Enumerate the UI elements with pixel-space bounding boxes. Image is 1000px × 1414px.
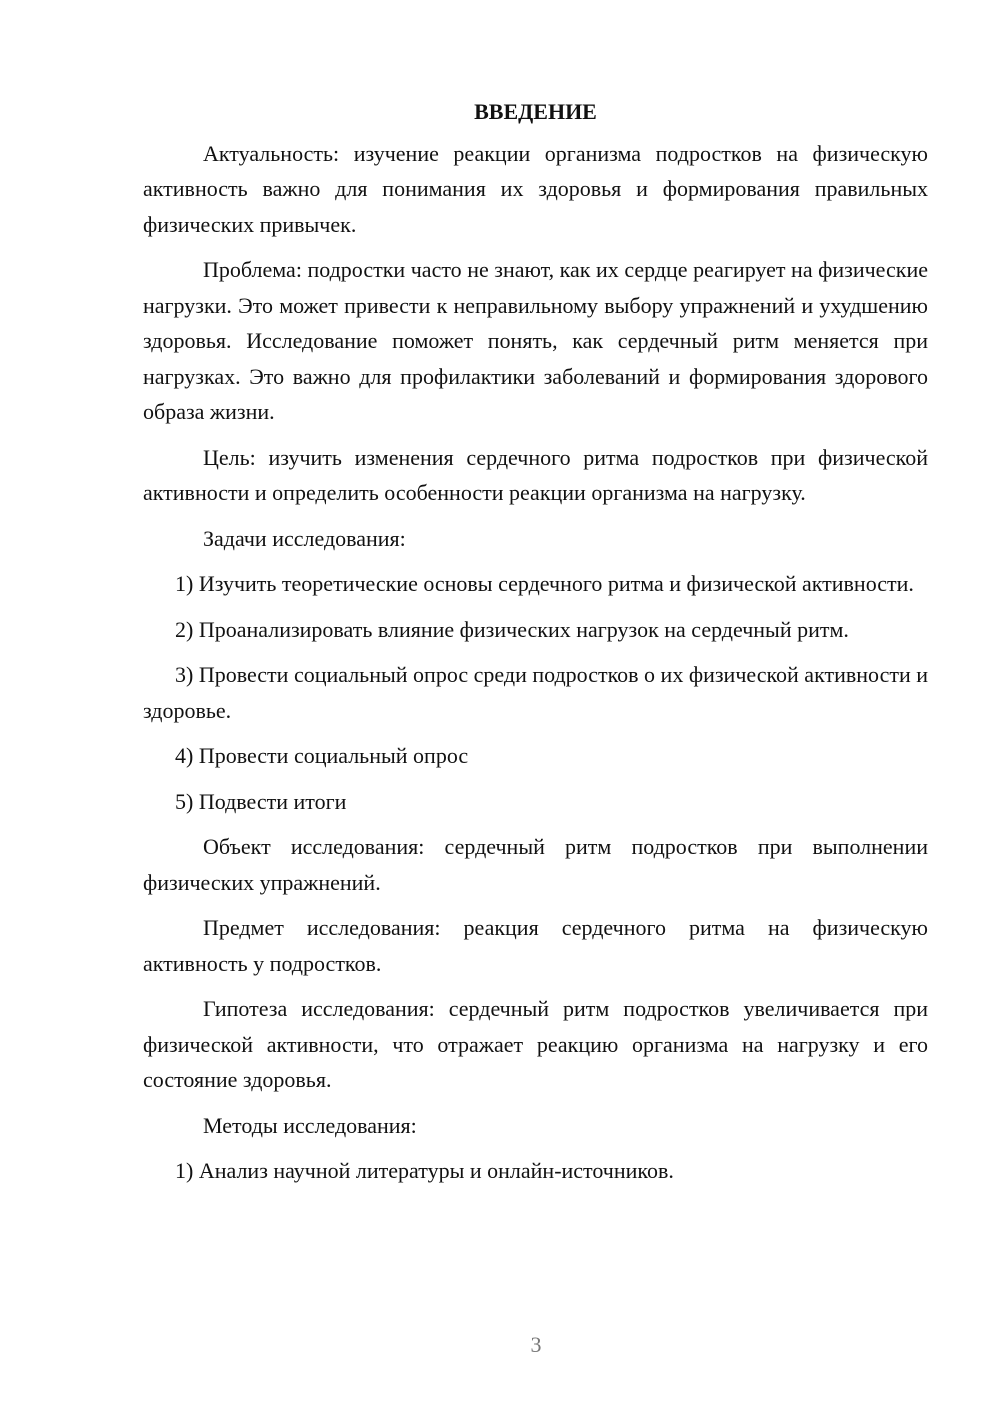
tasks-title: Задачи исследования:	[203, 525, 406, 551]
page-number: 3	[530, 1332, 542, 1357]
task-item-3: 3) Провести социальный опрос среди подростков о их физической активности и здоровье.	[143, 662, 928, 723]
problem-paragraph: Проблема: подростки часто не знают, как их сердце реагирует на физические нагрузки. Это может привести к неправильному выбору упражнений и ухудшению здоровья. Исследование поможет понять, как сердечный ритм меняется при нагрузках. Это важно для профилактики заболеваний и формирования здорового образа жизни.	[143, 257, 928, 424]
subject-paragraph: Предмет исследования: реакция сердечного ритма на физическую активность у подростков.	[143, 915, 928, 976]
method-item-1: 1) Анализ научной литературы и онлайн-источников.	[175, 1158, 674, 1183]
goal-paragraph: Цель: изучить изменения сердечного ритма подростков при физической активности и определить особенности реакции организма на нагрузку.	[143, 444, 928, 505]
section-heading: ВВЕДЕНИЕ	[474, 99, 597, 124]
methods-title: Методы исследования:	[203, 1112, 417, 1138]
page-content	[143, 94, 928, 1199]
relevance-paragraph: Актуальность: изучение реакции организма подростков на физическую активность важно для понимания их здоровья и формирования правильных физических привычек.	[143, 140, 928, 237]
task-item-2: 2) Проанализировать влияние физических нагрузок на сердечный ритм.	[175, 616, 849, 642]
task-item-4: 4) Провести социальный опрос	[175, 743, 469, 768]
object-paragraph: Объект исследования: сердечный ритм подростков при выполнении физических упражнений.	[143, 834, 928, 895]
task-item-1: 1) Изучить теоретические основы сердечного ритма и физической активности.	[175, 571, 914, 596]
hypothesis-paragraph: Гипотеза исследования: сердечный ритм подростков увеличивается при физической активности, что отражает реакцию организма на нагрузку и его состояние здоровья.	[143, 996, 928, 1092]
task-item-5: 5) Подвести итоги	[175, 788, 347, 814]
